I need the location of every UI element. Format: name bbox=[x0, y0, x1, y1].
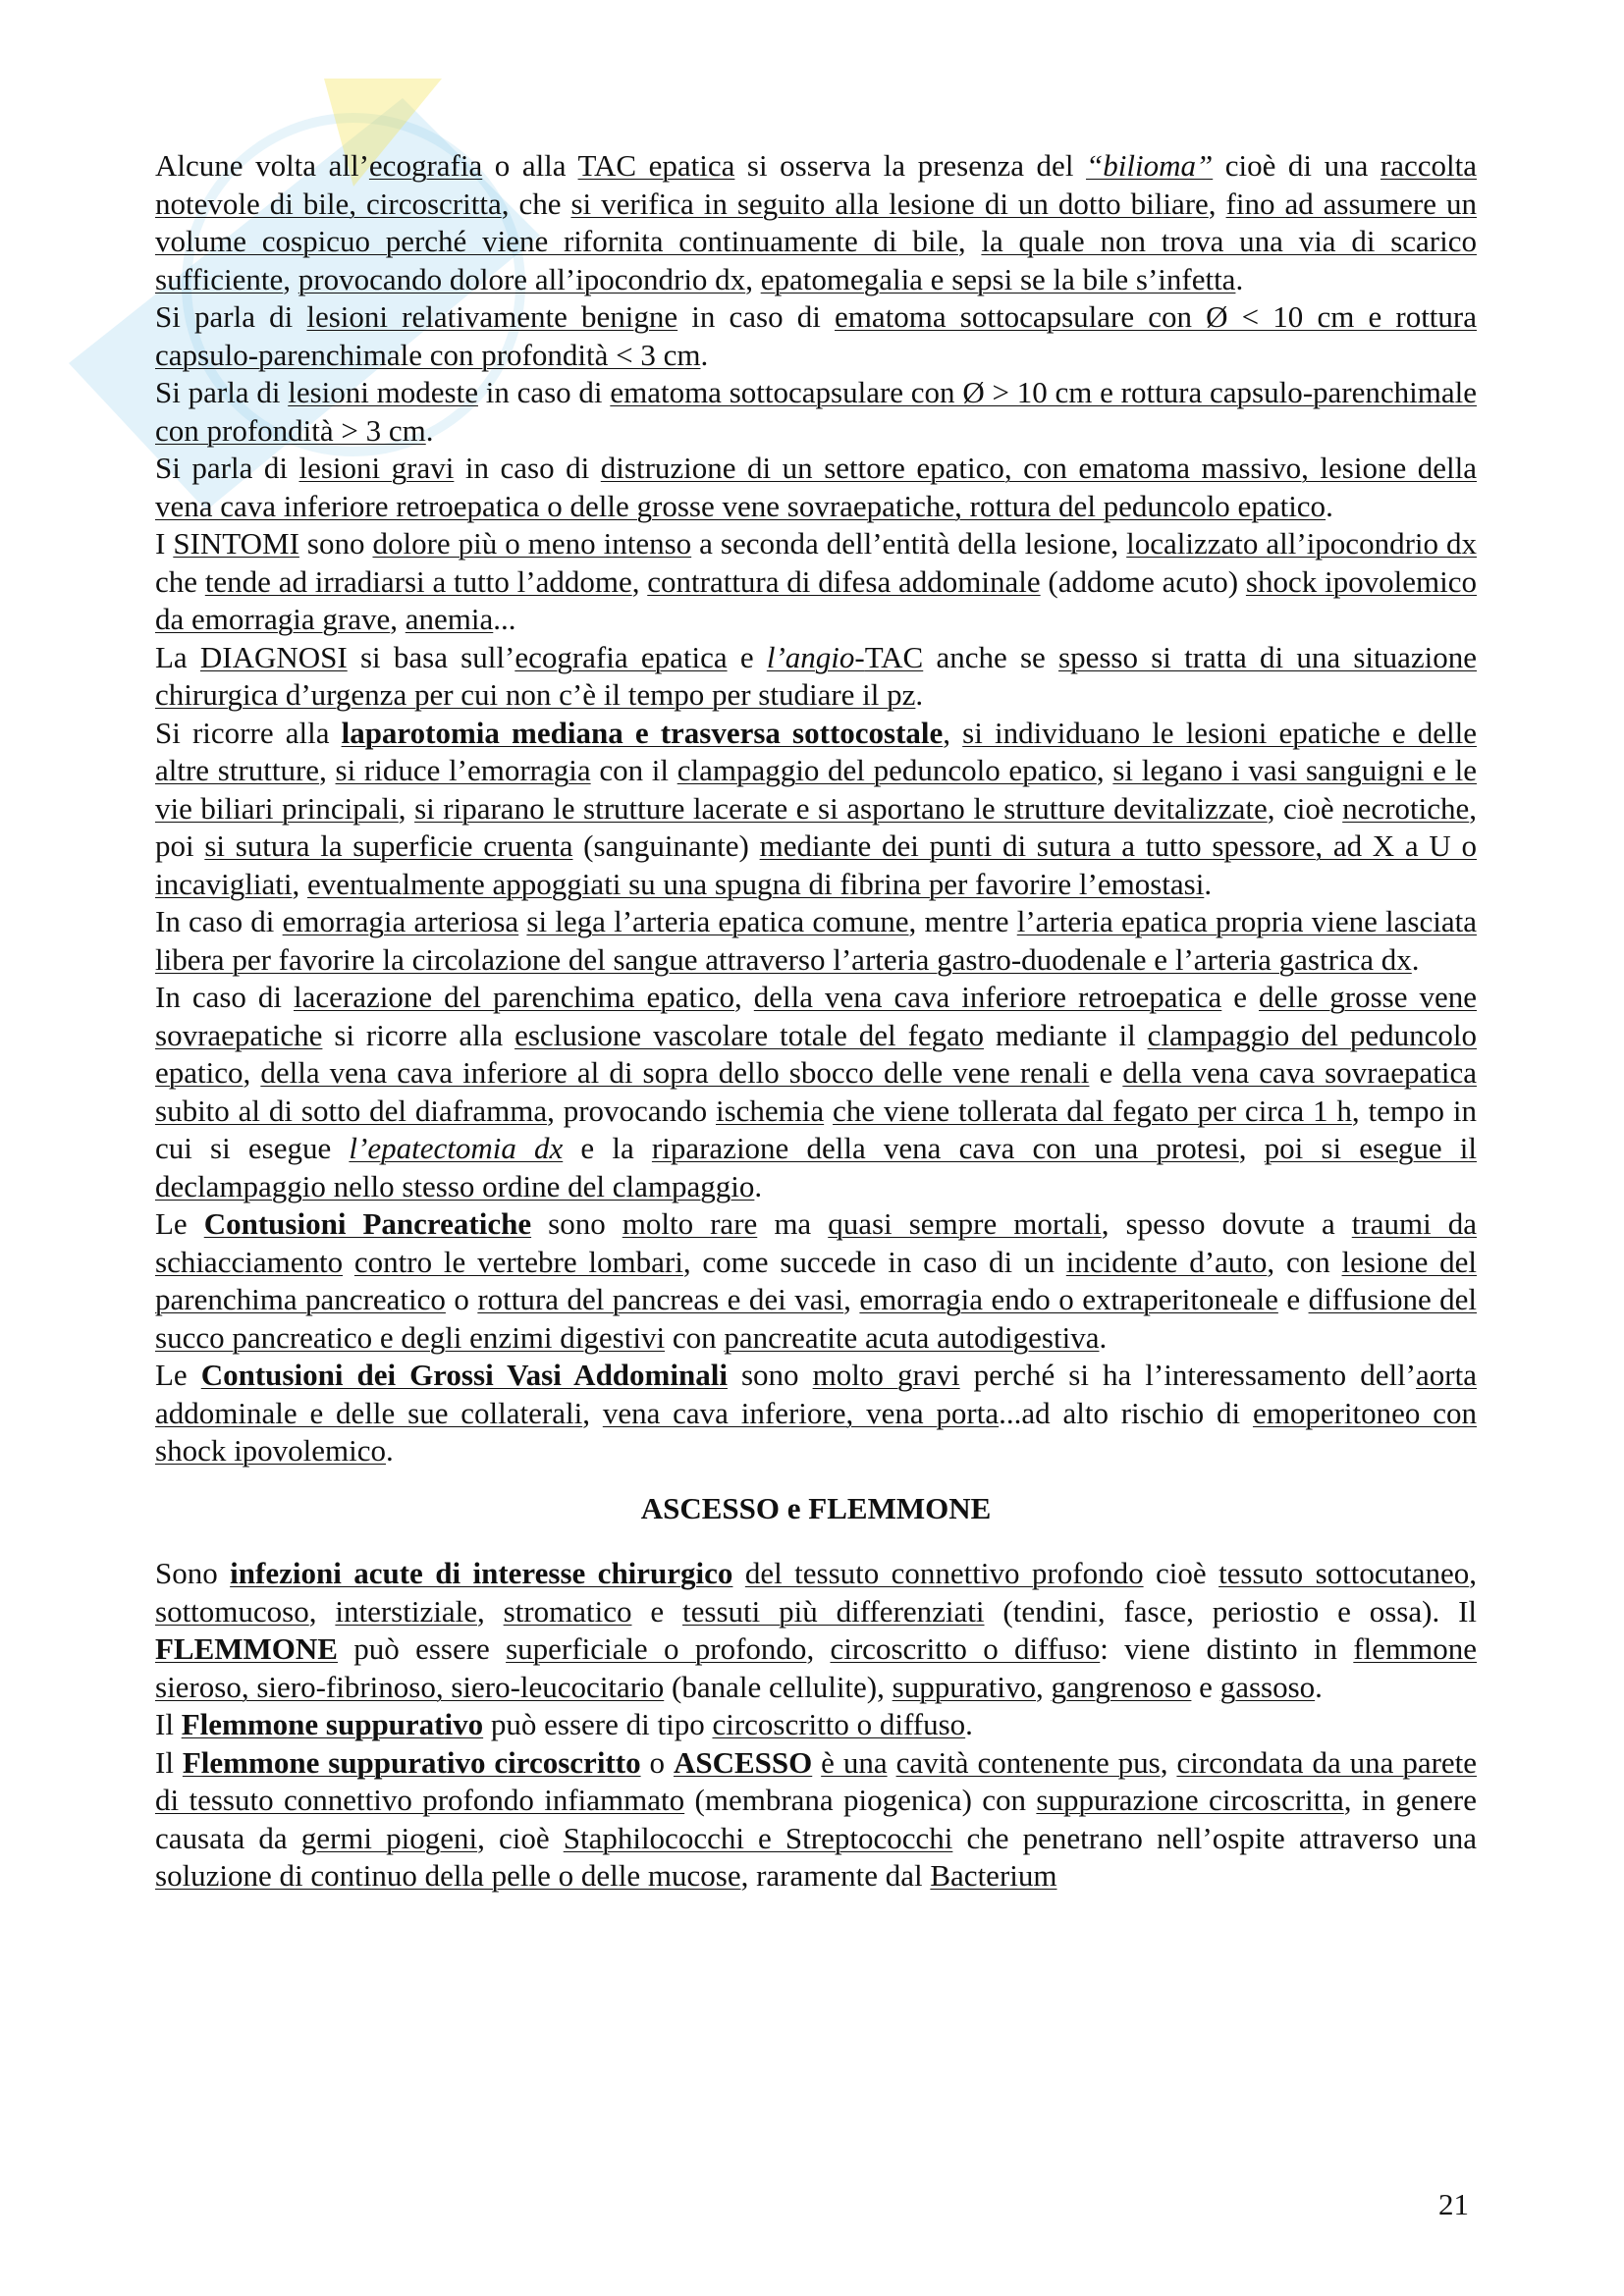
text-run: e bbox=[1221, 980, 1260, 1014]
text-run: incidente d’auto bbox=[1065, 1244, 1268, 1279]
paragraph bbox=[155, 1706, 1477, 1744]
text-run: si legano i vasi sanguigni e le vie biliari principali bbox=[155, 753, 1478, 826]
text-run: in caso di bbox=[454, 451, 601, 485]
text-run: sono bbox=[727, 1358, 813, 1392]
text-run: Sono bbox=[155, 1556, 231, 1590]
text-run: distruzione di un settore epatico, con ematoma massivo, lesione della vena cava inferiore retroepatica o delle grosse vene sovraepatiche, rottura del peduncolo epatico bbox=[155, 451, 1478, 523]
text-run: , tempo in cui si esegue bbox=[155, 1093, 1478, 1165]
text-run: . bbox=[1235, 261, 1244, 296]
text-run: , spesso dovute a bbox=[1101, 1206, 1352, 1241]
text-run: . bbox=[1204, 866, 1213, 901]
text-run: . bbox=[1099, 1319, 1108, 1355]
text-run: . bbox=[754, 1168, 763, 1203]
text-run: ...ad alto rischio di bbox=[999, 1395, 1253, 1430]
text-run bbox=[732, 1556, 744, 1590]
text-run: riparazione della vena cava con una protesi bbox=[651, 1131, 1239, 1165]
text-run bbox=[343, 1245, 354, 1279]
text-run: del tessuto connettivo profondo bbox=[744, 1556, 1144, 1590]
text-run: con il bbox=[590, 753, 677, 787]
text-run: si basa sull’ bbox=[347, 639, 515, 674]
text-run: Il bbox=[155, 1707, 182, 1741]
text-run: che penetrano nell’ospite attraverso una bbox=[952, 1820, 1477, 1855]
text-run: Si parla di bbox=[155, 451, 299, 485]
text-run: aorta addominale e delle sue collaterali bbox=[155, 1358, 1477, 1430]
text-run: . bbox=[425, 412, 434, 448]
text-run: Bacterium bbox=[930, 1858, 1057, 1893]
text-run: che bbox=[155, 563, 205, 599]
text-run: gassoso bbox=[1219, 1669, 1316, 1704]
text-run: . bbox=[965, 1707, 973, 1741]
text-run: Le bbox=[155, 1358, 201, 1392]
text-run: e la bbox=[563, 1131, 652, 1165]
paragraph bbox=[155, 903, 1477, 979]
text-run: con bbox=[665, 1319, 725, 1355]
text-run: o bbox=[445, 1282, 478, 1316]
text-run: l’arteria epatica propria viene lasciata libera per favorire la circolazione del sangue attraverso l’arteria gastro-duodenale e l’arteria gastrica dx bbox=[155, 904, 1477, 977]
text-run: Staphilococchi e Streptococchi bbox=[563, 1820, 953, 1855]
paragraph bbox=[155, 525, 1477, 639]
text-run: cavità contenente pus bbox=[895, 1744, 1161, 1780]
text-run: raccolta notevole di bile, circoscritta bbox=[155, 148, 1477, 221]
text-run: infezioni acute di interesse chirurgico bbox=[230, 1556, 733, 1590]
text-run: si verifica in seguito alla lesione di un dotto biliare bbox=[570, 186, 1209, 221]
text-run: clampaggio del peduncolo epatico bbox=[155, 1017, 1478, 1090]
text-run: . bbox=[1326, 488, 1333, 523]
text-run: cioè bbox=[1143, 1556, 1219, 1590]
text-run: si lega l’arteria epatica comune bbox=[526, 904, 909, 938]
text-run: molto gravi bbox=[812, 1358, 960, 1392]
text-run: contro le vertebre lombari bbox=[353, 1244, 683, 1279]
text-run: , cioè bbox=[477, 1820, 564, 1855]
text-run: (tendini, fasce, periostio e ossa). Il bbox=[984, 1593, 1478, 1629]
text-run: Si ricorre alla bbox=[155, 715, 342, 750]
text-run: Alcune volta all’ bbox=[155, 148, 369, 183]
text-run: contrattura di difesa addominale bbox=[647, 563, 1041, 599]
text-run: , cioè bbox=[1267, 790, 1343, 826]
text-run: , bbox=[476, 1593, 504, 1629]
text-run: emoperitoneo con shock ipovolemico bbox=[155, 1395, 1478, 1468]
text-run: si riduce l’emorragia bbox=[335, 753, 591, 787]
text-run: rottura del pancreas e dei vasi bbox=[477, 1282, 844, 1316]
text-run: , bbox=[1208, 186, 1226, 221]
text-run: . bbox=[1411, 941, 1420, 977]
text-run: o alla bbox=[482, 148, 578, 183]
text-run: stromatico bbox=[503, 1593, 632, 1629]
text-run: circoscritto o diffuso bbox=[712, 1707, 966, 1741]
text-run: ... bbox=[493, 602, 516, 636]
text-run: ASCESSO bbox=[673, 1744, 813, 1780]
text-run: lesioni relativamente benigne bbox=[306, 299, 678, 334]
text-run: vena cava inferiore, vena porta bbox=[602, 1395, 1000, 1430]
text-run: si ricorre alla bbox=[322, 1017, 515, 1052]
text-run bbox=[812, 1745, 821, 1780]
text-run: , bbox=[398, 790, 415, 826]
paragraph bbox=[155, 147, 1477, 298]
text-run: localizzato all’ipocondrio dx bbox=[1126, 526, 1477, 561]
text-run: Flemmone suppurativo bbox=[181, 1707, 484, 1741]
text-run: , bbox=[319, 753, 336, 787]
text-run: tessuto sottocutaneo bbox=[1218, 1556, 1470, 1590]
text-run: (banale cellulite), bbox=[664, 1669, 893, 1704]
text-run: epatomegalia e sepsi se la bile s’infetta bbox=[760, 261, 1236, 296]
text-run: a seconda dell’entità della lesione, bbox=[691, 526, 1127, 561]
text-run: ematoma sottocapsulare con Ø < 10 cm e rottura capsulo-parenchimale con profondità < 3 cm bbox=[155, 299, 1477, 372]
text-run: circoscritto o diffuso bbox=[830, 1631, 1101, 1666]
text-run: circondata da una parete di tessuto connettivo profondo infiammato bbox=[155, 1744, 1478, 1817]
text-run: FLEMMONE bbox=[155, 1631, 338, 1666]
text-run: (sanguinante) bbox=[572, 828, 760, 863]
text-run: shock ipovolemico da emorragia grave bbox=[155, 563, 1477, 636]
text-run: emorragia arteriosa bbox=[282, 904, 519, 938]
text-run: ischemia bbox=[715, 1093, 825, 1128]
paragraph bbox=[155, 1357, 1477, 1470]
text-run: e bbox=[1191, 1669, 1220, 1704]
text-run: fino ad assumere un volume cospicuo perché viene rifornita continuamente di bile bbox=[155, 186, 1477, 258]
text-run: delle grosse vene sovraepatiche bbox=[155, 980, 1477, 1052]
text-run: Contusioni Pancreatiche bbox=[203, 1206, 532, 1241]
text-run: , bbox=[283, 261, 298, 296]
text-run: , bbox=[292, 866, 307, 901]
text-run: sono bbox=[531, 1206, 623, 1241]
text-run: , bbox=[1238, 1131, 1265, 1165]
paragraph bbox=[155, 374, 1477, 450]
text-run: I bbox=[155, 526, 174, 561]
text-run: , bbox=[582, 1395, 603, 1430]
text-run: soluzione di continuo della pelle o delle mucose bbox=[155, 1858, 741, 1893]
paragraph bbox=[155, 979, 1477, 1205]
text-run: ma bbox=[757, 1206, 829, 1241]
text-run: (addome acuto) bbox=[1040, 563, 1246, 599]
paragraph bbox=[155, 450, 1477, 525]
text-run: , bbox=[1096, 753, 1113, 787]
text-run: : viene distinto in bbox=[1100, 1631, 1354, 1666]
text-run: e bbox=[1089, 1055, 1123, 1090]
text-run: perché si ha l’interessamento dell’ bbox=[959, 1358, 1416, 1392]
text-run: della vena cava sovraepatica bbox=[1122, 1055, 1477, 1090]
text-run: , bbox=[843, 1282, 860, 1316]
text-run: spesso si tratta di una situazione chirurgica d’urgenza per cui non c’è il tempo per studiare il pz bbox=[155, 639, 1478, 712]
text-run: eventualmente appoggiati su una spugna di fibrina per favorire l’emostasi bbox=[306, 866, 1205, 901]
text-run: mediante il bbox=[984, 1017, 1148, 1052]
text-run: sono bbox=[298, 526, 373, 561]
text-run: Si parla di bbox=[155, 299, 307, 334]
text-run: , bbox=[806, 1631, 831, 1666]
text-run: lesione del parenchima pancreatico bbox=[155, 1244, 1478, 1316]
text-run: “bilioma” bbox=[1085, 148, 1214, 183]
text-run: sottomucoso bbox=[155, 1593, 309, 1629]
text-run: germi piogeni bbox=[300, 1820, 478, 1855]
paragraph bbox=[155, 715, 1477, 904]
text-run: della vena cava inferiore retroepatica bbox=[753, 980, 1222, 1014]
text-run: in caso di bbox=[477, 375, 611, 409]
text-run bbox=[888, 1745, 896, 1780]
text-run: anche se bbox=[923, 639, 1059, 674]
page-number: 21 bbox=[1438, 2187, 1469, 2221]
text-run: cioè di una bbox=[1213, 148, 1380, 183]
text-run: Contusioni dei Grossi Vasi Addominali bbox=[200, 1358, 728, 1392]
text-run: lesioni gravi bbox=[298, 451, 455, 485]
page-body bbox=[155, 147, 1477, 1896]
text-run: , bbox=[631, 563, 648, 599]
paragraph bbox=[155, 1555, 1477, 1706]
text-run: , bbox=[1469, 1556, 1478, 1590]
text-run: diffusione del succo pancreatico e degli enzimi digestivi bbox=[155, 1282, 1478, 1355]
text-run: , con bbox=[1267, 1244, 1342, 1279]
text-run: superficiale o profondo bbox=[506, 1631, 807, 1666]
text-run: , provocando bbox=[547, 1093, 716, 1128]
text-run: , bbox=[943, 715, 963, 750]
text-run: (membrana piogenica) con bbox=[684, 1783, 1037, 1817]
text-run: della vena cava inferiore al di sopra dello sbocco delle vene renali bbox=[260, 1055, 1090, 1090]
text-run: In caso di bbox=[155, 980, 294, 1014]
text-run: o bbox=[640, 1744, 674, 1780]
text-run bbox=[824, 1094, 833, 1128]
text-run: , raramente dal bbox=[740, 1858, 931, 1893]
text-run: . bbox=[700, 337, 709, 372]
text-run: esclusione vascolare totale del fegato bbox=[514, 1017, 985, 1052]
text-run: e bbox=[631, 1593, 683, 1629]
text-run: suppurazione circoscritta bbox=[1036, 1783, 1344, 1817]
text-run: l’angio- bbox=[766, 639, 865, 674]
text-run: tende ad irradiarsi a tutto l’addome bbox=[204, 563, 632, 599]
text-run: , bbox=[1036, 1669, 1052, 1704]
text-run: lacerazione del parenchima epatico bbox=[294, 980, 735, 1014]
text-run: In caso di bbox=[155, 904, 283, 938]
text-run: Flemmone suppurativo circoscritto bbox=[182, 1744, 641, 1780]
text-run: provocando dolore all’ipocondrio dx bbox=[298, 261, 746, 296]
text-run: ematoma sottocapsulare con Ø > 10 cm e rottura capsulo-parenchimale con profondità > 3 cm bbox=[155, 375, 1478, 448]
text-run: tessuti più differenziati bbox=[682, 1593, 985, 1629]
text-run: si sutura la superficie cruenta bbox=[204, 828, 573, 863]
paragraph bbox=[155, 639, 1477, 715]
text-run: , in genere causata da bbox=[155, 1783, 1477, 1855]
text-run: in caso di bbox=[677, 299, 836, 334]
text-run: , che bbox=[501, 186, 571, 221]
text-run: . bbox=[1315, 1669, 1323, 1704]
text-run: può essere di tipo bbox=[483, 1707, 713, 1741]
text-run: , mentre bbox=[908, 904, 1017, 938]
text-run: gangrenoso bbox=[1051, 1669, 1192, 1704]
text-run: molto rare bbox=[622, 1206, 758, 1241]
text-run: poi si esegue il declampaggio nello stesso ordine del clampaggio bbox=[155, 1131, 1478, 1203]
text-run: laparotomia mediana e trasversa sottocostale bbox=[341, 715, 944, 750]
text-run: si individuano le lesioni epatiche e delle altre strutture bbox=[155, 715, 1477, 787]
text-run: TAC epatica bbox=[577, 148, 735, 183]
text-run: . bbox=[386, 1433, 394, 1468]
text-run: si osserva la presenza del bbox=[734, 148, 1086, 183]
text-run: SINTOMI bbox=[173, 526, 299, 561]
text-run: , bbox=[734, 980, 754, 1014]
text-run: si riparano le strutture lacerate e si asportano le strutture devitalizzate bbox=[414, 790, 1268, 826]
text-run: dolore più o meno intenso bbox=[372, 526, 692, 561]
section-heading: ASCESSO e FLEMMONE bbox=[640, 1490, 992, 1525]
text-run: Le bbox=[155, 1206, 204, 1241]
text-run: e bbox=[1277, 1282, 1309, 1316]
text-run: pancreatite acuta autodigestiva bbox=[724, 1319, 1100, 1355]
text-run: TAC bbox=[864, 639, 924, 674]
text-run: Si parla di bbox=[155, 375, 289, 409]
text-run: , bbox=[243, 1055, 261, 1090]
paragraph bbox=[155, 1744, 1477, 1896]
text-run: Il bbox=[155, 1744, 183, 1780]
text-run: clampaggio del peduncolo epatico bbox=[677, 753, 1097, 787]
text-run: ecografia bbox=[368, 148, 483, 183]
text-run: , bbox=[390, 602, 406, 636]
text-run: , poi bbox=[155, 790, 1478, 863]
text-run: interstiziale bbox=[335, 1593, 477, 1629]
text-run: anemia bbox=[405, 602, 494, 636]
text-run: necrotiche bbox=[1342, 790, 1470, 826]
text-run: che viene tollerata dal fegato per circa 1 h bbox=[833, 1093, 1352, 1128]
paragraph bbox=[155, 298, 1477, 374]
text-run: l’epatectomia dx bbox=[349, 1131, 564, 1165]
text-run: emorragia endo o extraperitoneale bbox=[859, 1282, 1278, 1316]
text-run: può essere bbox=[338, 1631, 507, 1666]
text-run: , come succede in caso di un bbox=[682, 1244, 1066, 1279]
text-run: DIAGNOSI bbox=[199, 639, 348, 674]
text-run: la quale non trova una via di scarico sufficiente bbox=[155, 224, 1477, 296]
text-run: traumi da schiacciamento bbox=[155, 1206, 1477, 1279]
paragraph bbox=[155, 1205, 1477, 1357]
text-run: , bbox=[308, 1593, 336, 1629]
text-run: suppurativo bbox=[892, 1669, 1037, 1704]
text-run: mediante dei punti di sutura a tutto spessore, ad X a U o incavigliati bbox=[155, 828, 1477, 901]
text-run: lesioni modeste bbox=[288, 375, 478, 409]
text-run: flemmone sieroso, siero-fibrinoso, siero-leucocitario bbox=[155, 1631, 1478, 1704]
text-run: . bbox=[915, 677, 924, 712]
text-run: e bbox=[727, 639, 767, 674]
text-run: , bbox=[745, 261, 761, 296]
text-run: ecografia epatica bbox=[514, 639, 728, 674]
text-run: è una bbox=[821, 1744, 888, 1780]
text-run: subito al di sotto del diaframma bbox=[155, 1093, 548, 1128]
text-run: quasi sempre mortali bbox=[828, 1206, 1102, 1241]
text-run: La bbox=[155, 639, 200, 674]
text-run: , bbox=[1160, 1744, 1177, 1780]
text-run: , bbox=[957, 224, 982, 258]
